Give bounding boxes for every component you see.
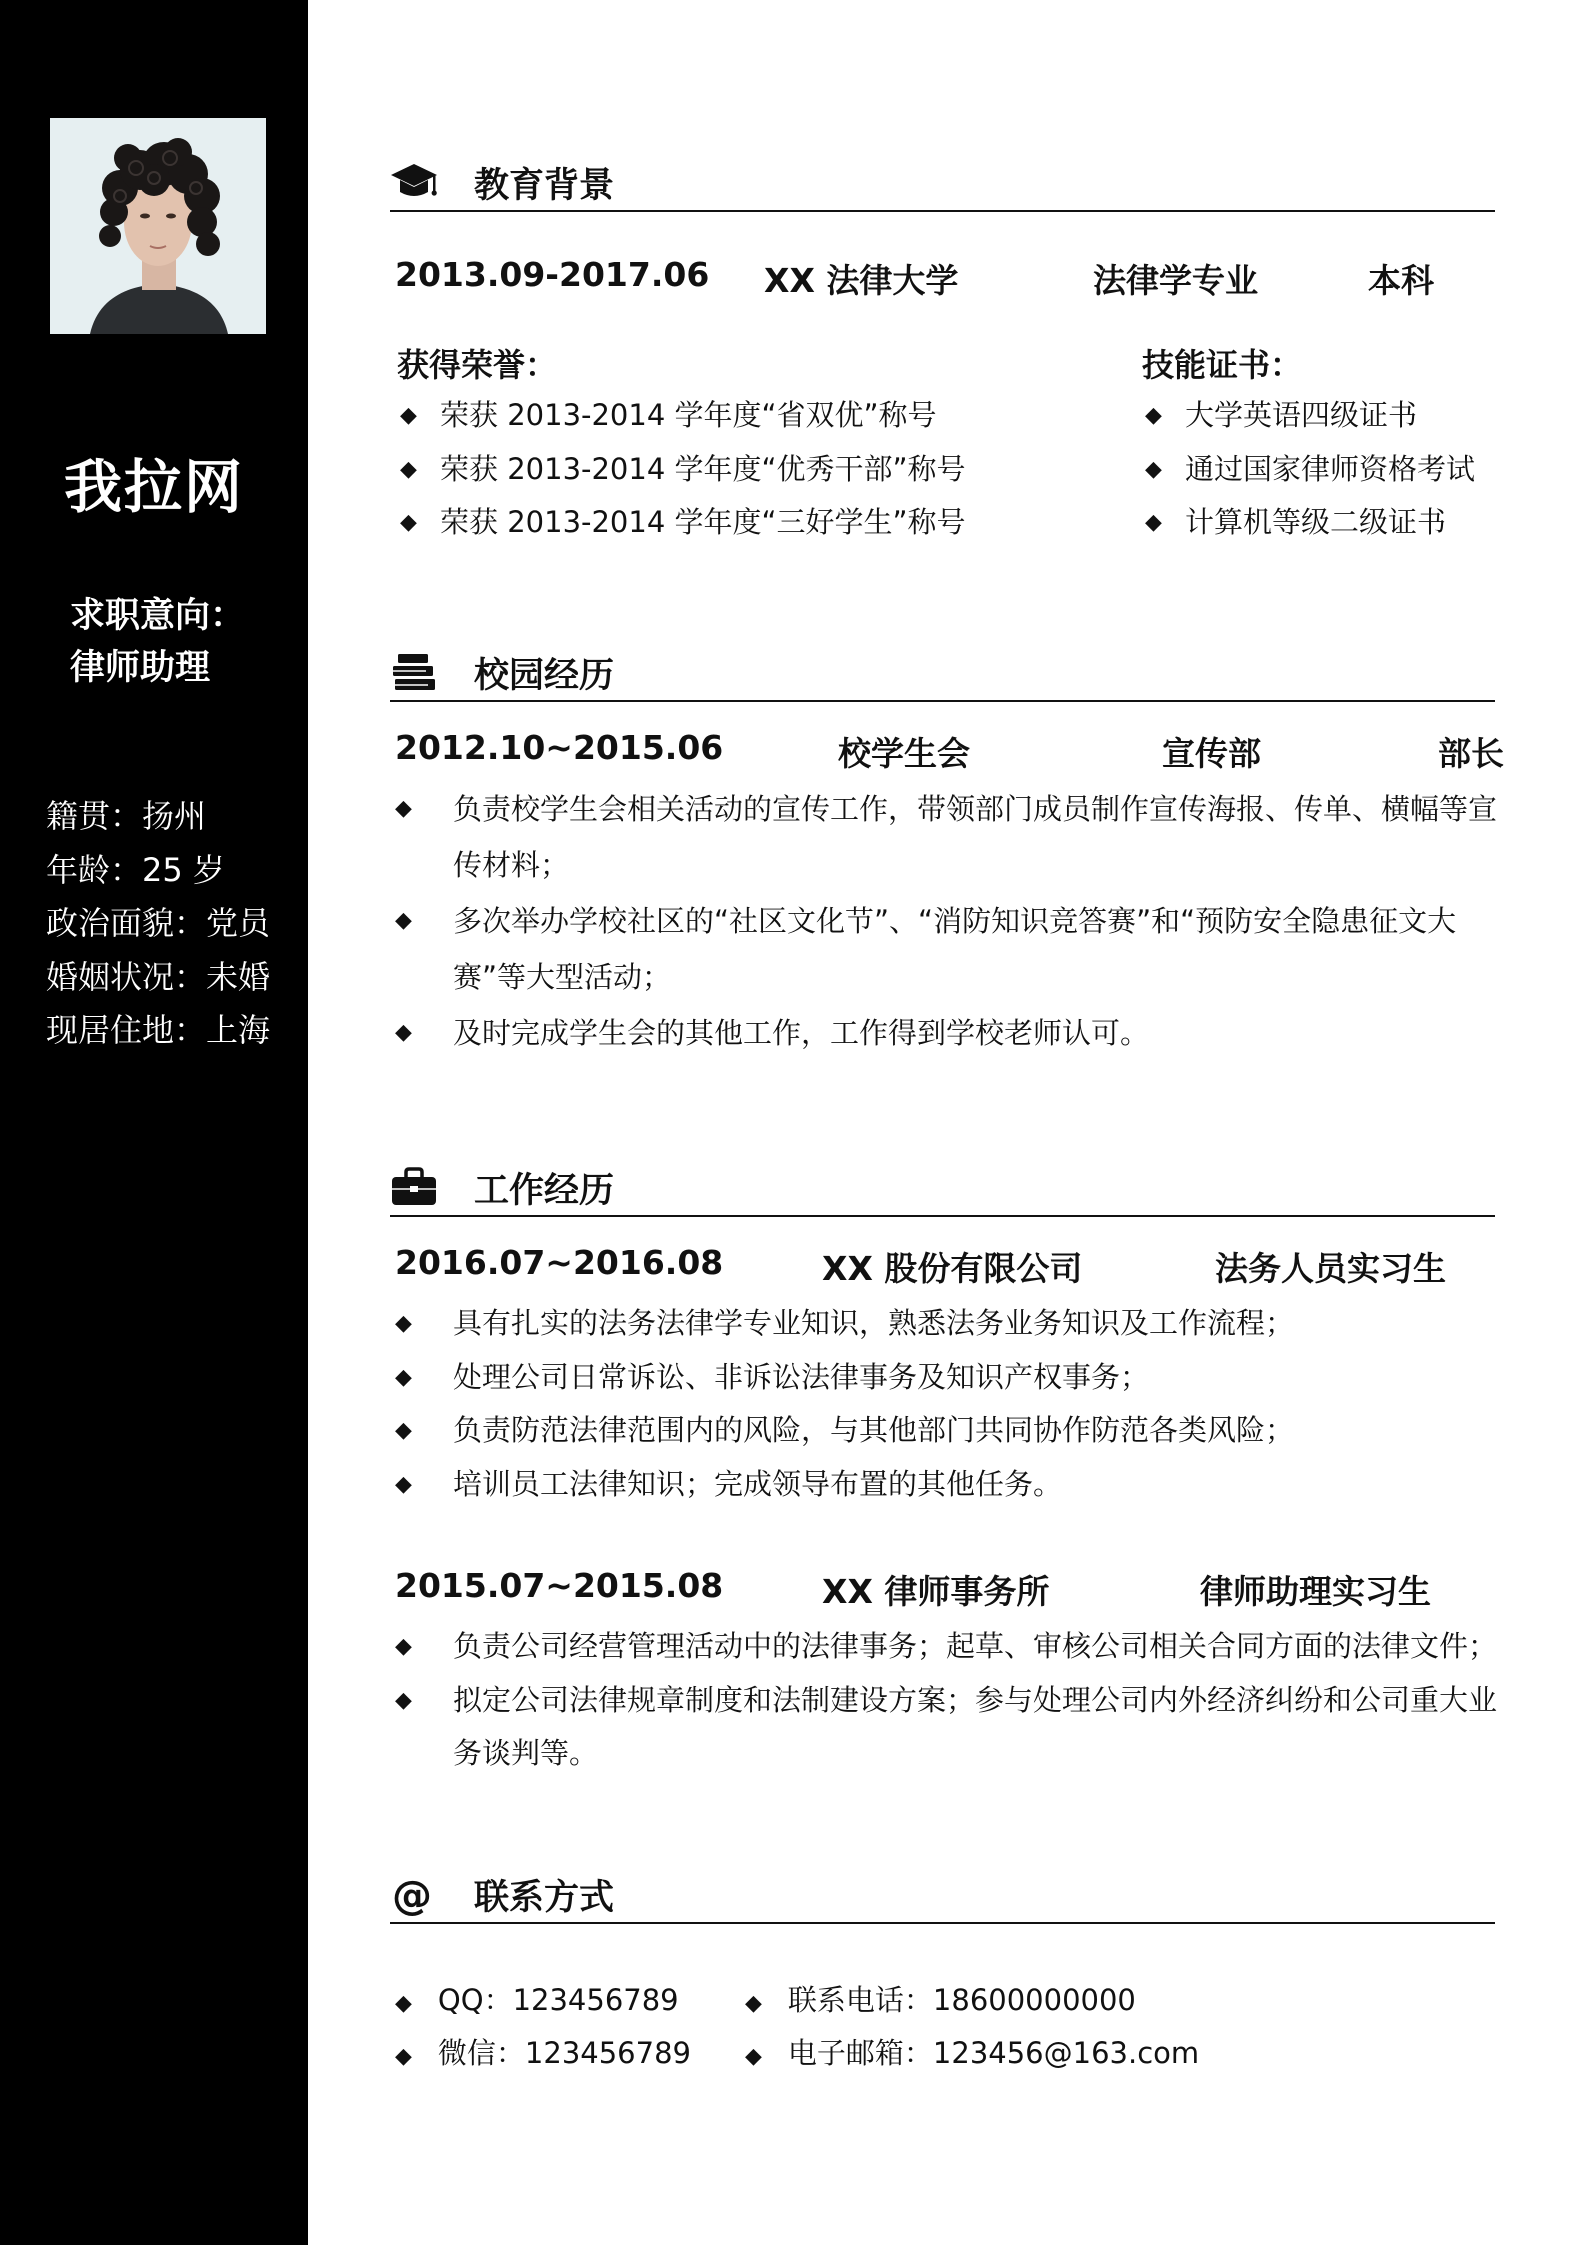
education-degree: 本科	[1368, 261, 1434, 300]
work-section-header	[390, 1157, 1495, 1217]
diamond-bullet-icon: ◆	[395, 2044, 412, 2069]
campus-org: 校学生会	[838, 734, 970, 773]
skills-title: 技能证书：	[1142, 346, 1303, 384]
qq-text: QQ：123456789	[437, 1983, 679, 2017]
education-period: 2013.09-2017.06	[395, 255, 710, 294]
campus-duties-list	[395, 781, 1515, 1061]
diamond-bullet-icon: ◆	[1145, 510, 1162, 535]
job-1-duties-list	[395, 1297, 1525, 1511]
education-school: XX 法律大学	[764, 261, 959, 300]
job-1-period: 2016.07~2016.08	[395, 1243, 724, 1282]
job-2-duties-list	[395, 1620, 1525, 1781]
list-item: ◆ 计算机等级二级证书	[1145, 496, 1475, 550]
applicant-name: 我拉网	[63, 453, 244, 521]
diamond-bullet-icon: ◆	[400, 456, 417, 482]
contact-email	[745, 2031, 1199, 2072]
info-residence: 现居住地：上海	[46, 1011, 271, 1049]
job-2-period: 2015.07~2015.08	[395, 1566, 724, 1605]
campus-title: 校园经历	[474, 656, 615, 696]
campus-dept: 宣传部	[1162, 734, 1261, 773]
skills-list	[1145, 389, 1475, 550]
job-intent-label: 求职意向：	[70, 596, 246, 636]
info-marital-status: 婚姻状况：未婚	[46, 957, 271, 996]
campus-section-header	[390, 642, 1495, 702]
list-item: ◆ 大学英语四级证书	[1145, 389, 1475, 443]
list-item: ◆ 培训员工法律知识；完成领导布置的其他任务。	[395, 1458, 1525, 1512]
diamond-bullet-icon: ◆	[395, 796, 412, 821]
info-age: 年龄：25 岁	[46, 850, 225, 889]
diamond-bullet-icon: ◆	[395, 1991, 412, 2016]
diamond-bullet-icon: ◆	[400, 510, 417, 535]
svg-text:@: @	[392, 1873, 432, 1916]
education-section-header	[390, 152, 1495, 212]
info-hometown: 籍贯：扬州	[46, 797, 207, 835]
list-item: ◆ 负责防范法律范围内的风险，与其他部门共同协作防范各类风险；	[395, 1404, 1525, 1458]
list-item: ◆ 多次举办学校社区的“社区文化节”、“消防知识竞答赛”和“预防安全隐患征文大赛”等大型活动；	[395, 893, 1515, 1005]
diamond-bullet-icon: ◆	[745, 2044, 762, 2069]
list-item: ◆ 及时完成学生会的其他工作，工作得到学校老师认可。	[395, 1005, 1515, 1061]
portrait-image	[50, 118, 266, 334]
list-item: ◆ 处理公司日常诉讼、非诉讼法律事务及知识产权事务；	[395, 1351, 1525, 1405]
contact-phone	[745, 1978, 1136, 2019]
info-political-status: 政治面貌：党员	[46, 904, 271, 942]
job-intent	[70, 590, 245, 694]
list-item: ◆ 负责校学生会相关活动的宣传工作，带领部门成员制作宣传海报、传单、横幅等宣传材料；	[395, 781, 1515, 893]
diamond-bullet-icon: ◆	[745, 1991, 762, 2016]
wechat-text: 微信：123456789	[437, 2036, 691, 2070]
diamond-bullet-icon: ◆	[395, 1634, 412, 1659]
diamond-bullet-icon: ◆	[395, 1311, 412, 1336]
at-sign-icon	[390, 1872, 438, 1916]
list-item: ◆ 具有扎实的法务法律学专业知识，熟悉法务业务知识及工作流程；	[395, 1297, 1525, 1351]
books-icon	[390, 650, 438, 694]
diamond-bullet-icon: ◆	[395, 908, 412, 933]
list-item: ◆ 拟定公司法律规章制度和法制建设方案；参与处理公司内外经济纠纷和公司重大业务谈判等。	[395, 1674, 1525, 1781]
diamond-bullet-icon: ◆	[395, 1471, 412, 1497]
briefcase-icon	[390, 1165, 438, 1209]
email-text: 电子邮箱：123456@163.com	[787, 2036, 1200, 2070]
job-1-role: 法务人员实习生	[1215, 1249, 1446, 1288]
list-item: ◆ 荣获 2013-2014 学年度“省双优”称号	[400, 389, 966, 443]
work-title: 工作经历	[474, 1171, 615, 1211]
profile-photo	[50, 118, 266, 334]
diamond-bullet-icon: ◆	[395, 1687, 412, 1713]
diamond-bullet-icon: ◆	[395, 1364, 412, 1390]
contact-qq	[395, 1978, 679, 2019]
graduation-cap-icon	[390, 160, 438, 204]
education-title: 教育背景	[474, 166, 615, 206]
contact-wechat	[395, 2031, 691, 2072]
job-1-company: XX 股份有限公司	[822, 1249, 1083, 1288]
honors-title: 获得荣誉：	[397, 346, 558, 384]
list-item: ◆ 负责公司经营管理活动中的法律事务；起草、审核公司相关合同方面的法律文件；	[395, 1620, 1525, 1674]
campus-period: 2012.10~2015.06	[395, 728, 724, 767]
campus-role: 部长	[1438, 734, 1504, 773]
diamond-bullet-icon: ◆	[1145, 403, 1162, 428]
personal-info	[46, 790, 270, 1058]
list-item: ◆ 通过国家律师资格考试	[1145, 443, 1475, 497]
phone-text: 联系电话：18600000000	[787, 1983, 1136, 2017]
list-item: ◆ 荣获 2013-2014 学年度“三好学生”称号	[400, 496, 966, 550]
job-2-company: XX 律师事务所	[822, 1572, 1050, 1611]
job-2-role: 律师助理实习生	[1200, 1572, 1431, 1611]
diamond-bullet-icon: ◆	[395, 1418, 412, 1443]
sidebar	[0, 0, 308, 2245]
diamond-bullet-icon: ◆	[1145, 456, 1162, 482]
job-intent-value: 律师助理	[70, 648, 211, 688]
contact-title: 联系方式	[474, 1878, 615, 1918]
diamond-bullet-icon: ◆	[400, 403, 417, 428]
education-major: 法律学专业	[1093, 261, 1258, 300]
list-item: ◆ 荣获 2013-2014 学年度“优秀干部”称号	[400, 443, 966, 497]
contact-section-header	[390, 1864, 1495, 1924]
diamond-bullet-icon: ◆	[395, 1020, 412, 1045]
honors-list	[400, 389, 966, 550]
